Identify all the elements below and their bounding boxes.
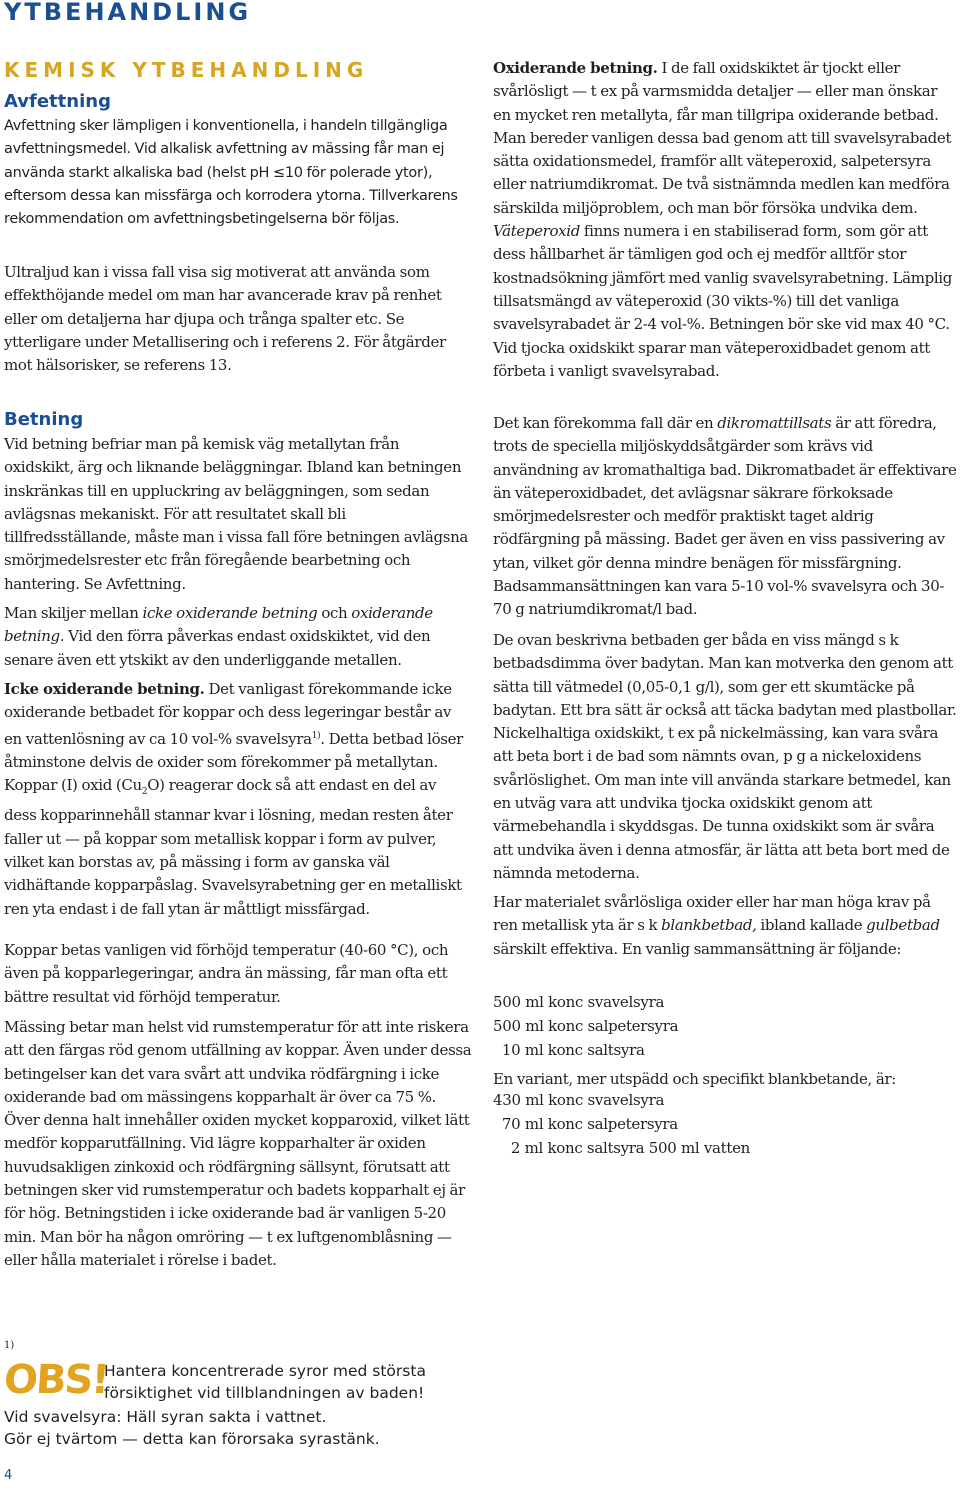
heading-avfettning: Avfettning	[4, 91, 111, 112]
avfettning-paragraph-2: Ultraljud kan i vissa fall visa sig motiverat att använda som effekthöjande medel om man har avancerade krav på renhet eller om detaljerna har djupa och trånga spalter etc. Se ytterligare under Metallisering och i referens 2. För åtgärder mot hälsorisker, se referens 13.	[4, 263, 446, 375]
term-icke-oxiderande: icke oxiderande betning	[142, 604, 318, 622]
icke-oxiderande-lead-in: Icke oxiderande betning.	[4, 680, 205, 698]
oxiderande-lead-in: Oxiderande betning.	[493, 59, 658, 77]
obs-line-3: Vid svavelsyra: Häll syran sakta i vattnet.	[4, 1408, 327, 1426]
betning-paragraph-2: Man skiljer mellan icke oxiderande betning och oxiderande betning. Vid den förra påverkas endast oxidskiktet, vid den senare även ett ytskikt av den underliggande metallen.	[4, 604, 433, 669]
avfettning-paragraph-1: Avfettning sker lämpligen i konventionella, i handeln tillgängliga avfettningsmedel. Vid alkalisk avfettning av mässing får man ej använda starkt alkaliska bad (helst pH ≤10 för polerade ytor), eftersom dessa kan missfärga och korrodera ytorna. Tillverkarens rekommendation om avfettningsbetingelserna bör följas.	[4, 118, 458, 228]
recipe-line: 10 ml konc saltsyra	[493, 1041, 645, 1059]
obs-line-4: Gör ej tvärtom — detta kan förorsaka syrastänk.	[4, 1430, 380, 1448]
recipe-2	[493, 1088, 957, 1160]
variant-intro: En variant, mer utspädd och specifikt blankbetande, är:	[493, 1070, 896, 1088]
page-number: 4	[4, 1468, 13, 1483]
obs-warning-text	[104, 1360, 524, 1404]
term-oxiderande: oxiderande betning	[4, 604, 433, 646]
recipe-line: 500 ml konc svavelsyra	[493, 993, 665, 1011]
obs-line-1: Hantera koncentrerade syror med största	[104, 1362, 426, 1380]
recipe-line: 430 ml konc svavelsyra	[493, 1091, 665, 1109]
footnote-mark: 1)	[4, 1340, 15, 1351]
recipe-1	[493, 990, 957, 1062]
recipe-line: 500 ml konc salpetersyra	[493, 1017, 679, 1035]
obs-warning-logo: OBS!	[2, 1357, 110, 1403]
betbadsdimma-paragraph: De ovan beskrivna betbaden ger båda en viss mängd s k betbadsdimma över badytan. Man kan motverka den genom att sätta till vätmedel (0,05-0,1 g/l), som ger ett skumtäcke på badytan. Ett bra sätt är också att täcka badytan med plastbollar. Nickelhaltiga oxidskikt, t ex på nickelmässing, kan vara svåra att beta bort i de bad som nämnts ovan, p g a nickeloxidens svårlöslighet. Om man inte vill använda starkare betmedel, kan en utväg vara att undvika tjocka oxidskikt genom att värmebehandla i skyddsgas. De tunna oxidskikt som är svåra att undvika även i denna atmosfär, är lätta att beta bort med de nämnda metoderna.	[493, 631, 957, 882]
dikromat-paragraph: Det kan förekomma fall där en dikromattillsats är att föredra, trots de speciella miljöskyddsåtgärder som krävs vid användning av kromathaltiga bad. Dikromatbadet är effektivare än väteperoxidbadet, det avlägsnar säkrare förkoksade smörjmedelsrester och medför praktiskt taget aldrig rödfärgning på mässing. Badet ger även en viss passivering av ytan, vilket gör denna mindre benägen för missfärgning. Badsammansättningen kan vara 5-10 vol-% svavelsyra och 30-70 g natriumdikromat/l bad.	[493, 414, 957, 619]
obs-line-2: försiktighet vid tillblandningen av baden!	[104, 1384, 425, 1402]
section-title: KEMISK YTBEHANDLING	[4, 58, 369, 82]
betning-paragraph-1: Vid betning befriar man på kemisk väg metallytan från oxidskikt, ärg och liknande beläggningar. Ibland kan betningen inskränkas till en uppluckring av beläggningen, som sedan avlägsnas mekaniskt. För att resultatet skall bli tillfredsställande, måste man i vissa fall före betningen avlägsna smörjmedelsrester etc från föregående bearbetning och hantering. Se Avfettning.	[4, 435, 469, 593]
blankbetbad-paragraph: Har materialet svårlösliga oxider eller har man höga krav på ren metallisk yta är s k blankbetbad, ibland kallade gulbetbad särskilt effektiva. En vanlig sammansättning är följande:	[493, 893, 940, 958]
oxiderande-paragraph: Oxiderande betning. I de fall oxidskiktet är tjockt eller svårlösligt — t ex på varmsmidda detaljer — eller man önskar en mycket ren metallyta, får man tillgripa oxiderande betbad. Man bereder vanligen dessa bad genom att till svavelsyrabadet sätta oxidationsmedel, framför allt väteperoxid, salpetersyra eller natriumdikromat. De två sistnämnda medlen kan medföra särskilda miljöproblem, och man bör försöka undvika dem. Väteperoxid finns numera i en stabiliserad form, som gör att dess hållbarhet är tämligen god och ej medför alltför stor kostnadsökning jämfört med vanlig svavelsyrabetning. Lämplig tillsatsmängd av väteperoxid (30 vikts-%) till det vanliga svavelsyrabadet är 2-4 vol-%. Betningen bör ske vid max 40 °C. Vid tjocka oxidskikt sparar man väteperoxidbadet genom att förbeta i vanligt svavelsyrabad.	[493, 59, 952, 380]
recipe-line: 2 ml konc saltsyra 500 ml vatten	[493, 1139, 751, 1157]
betning-paragraph-4: Koppar betas vanligen vid förhöjd temperatur (40-60 °C), och även på kopparlegeringar, andra än mässing, får man ofta ett bättre resultat vid förhöjd temperatur.	[4, 941, 449, 1006]
footnote-ref: 1)	[311, 730, 321, 741]
betning-paragraph-5: Mässing betar man helst vid rumstemperatur för att inte riskera att den färgas röd genom utfällning av koppar. Även under dessa betingelser kan det vara svårt att undvika rödfärgning i icke oxiderande bad om mässingens kopparhalt är över ca 75 %. Över denna halt innehåller oxiden mycket kopparoxid, vilket lätt medför kopparutfällning. Vid lägre kopparhalter är oxiden huvudsakligen zinkoxid och rödfärgning sällsynt, förutsatt att betningen sker vid rumstemperatur och badets kopparhalt ej är för hög. Betningstiden i icke oxiderande bad är vanligen 5-20 min. Man bör ha någon omröring — t ex luftgenomblåsning — eller hålla materialet i rörelse i badet.	[4, 1018, 472, 1269]
icke-oxiderande-paragraph: Icke oxiderande betning. Det vanligast förekommande icke oxiderande betbadet för koppar och dess legeringar består av en vattenlösning av ca 10 vol-% svavelsyra$^{1)}$. Detta betbad löser åtminstone delvis de oxider som förekommer på metallytan. Koppar (I) oxid $(Cu_2O)$ reagerar dock så att endast en del av dess kopparinnehåll stannar kvar i lösning, medan resten åter faller ut — på koppar som metallisk koppar i form av pulver, vilket kan borstas av, på mässing i form av ganska väl vidhäftande kopparpåslag. Svavelsyrabetning ger en metalliskt ren yta endast i de fall ytan är måttligt missfärgad.	[4, 680, 463, 918]
recipe-line: 70 ml konc salpetersyra	[493, 1115, 678, 1133]
heading-betning: Betning	[4, 409, 84, 430]
running-head: YTBEHANDLING	[4, 0, 252, 26]
